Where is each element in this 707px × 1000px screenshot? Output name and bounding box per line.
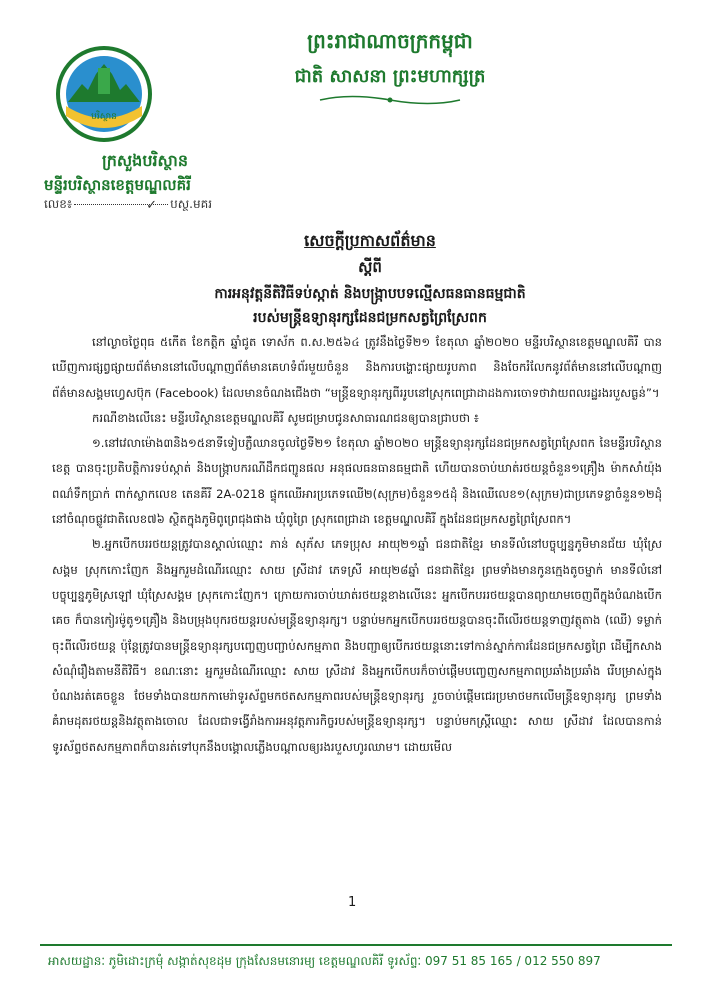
ref-suffix: បស្ថ.មគរ bbox=[170, 197, 213, 211]
ornament-divider bbox=[310, 93, 470, 107]
document-titles bbox=[40, 230, 700, 329]
paragraph-point-2: ២.អ្នកបើកបររថយន្តត្រូវបានស្គាល់ឈ្មោះ ភាន់ សុភ័ស ភេទប្រុស អាយុ២១ឆ្នាំ ជនជាតិខ្មែរ មានទីលំនៅបច្ចុប្បន្នភូមិមានជ័យ ឃុំស្រែសង្គម ស្រុកកោះញែក និងអ្នករួមដំណើរឈ្មោះ សាយ ស្រីដាវ ភេទស្រី អាយុ២៨ឆ្នាំ ជនជាតិខ្មែរ ព្រមទាំងមានកូនក្មេងតូចម្នាក់ មានទីលំនៅបច្ចុប្បន្នភូមិស្រឡៅ ឃុំស្រែសង្គម ស្រុកកោះញែក។ ក្រោយការចាប់ឃាត់រថយន្តខាងលើនេះ អ្នកបើកបររថយន្តបានព្យាយាមចេញពីក្នុងបំណងបើកគេច ក៏បានកៀរម៉ូតូ១គ្រឿង និងបម្រុងបុករថយន្តរបស់មន្ត្រីឧទ្យានុរក្ស។ បន្ទាប់មកអ្នកបើកបររថយន្តបានចុះពីលើរថយន្តទាញវត្ថុតាង (ឈើ) ទម្លាក់ចុះពីលើរថយន្ត ប៉ុន្តែត្រូវបានមន្ត្រីឧទ្យានុរក្សបញ្ចេញបញ្ជាប់សកម្មភាព និងបញ្ជាឲ្យបើករថយន្តនោះទៅកាន់ស្នាក់ការដែនជម្រកសត្វព្រៃ ដើម្បីកសាងសំណុំរឿងតាមនីតិវិធី។ ខណៈនោះ អ្នករួមដំណើរឈ្មោះ សាយ ស្រីដាវ និងអ្នកបើកបរក៏ចាប់ផ្ដើមបញ្ចេញសកម្មភាពប្រឆាំងប្រឆាំង រើបម្រាស់ក្នុងបំណងរត់គេចខ្លួន ថែមទាំងបានយកកាមេរ៉ាទូរស័ព្ទមកថតសកម្មភាពរបស់មន្ត្រីឧទ្យានុរក្ស រួចចាប់ផ្ដើមជេរប្រមាថមកលើមន្ត្រីឧទ្យានុរក្ស ព្រមទាំងគំរាមដុតរថយន្តនិងវត្ថុតាងចោល ដែលជាទង្វើរាំងការអនុវត្តភារកិច្ចរបស់មន្ត្រីឧទ្យានុរក្ស។ បន្ទាប់មកស្ត្រីឈ្មោះ សាយ ស្រីដាវ ដែលបានកាន់ទូរស័ព្ទថតសកម្មភាពក៏បានរត់ទៅបុកនឹងបង្គោលភ្លើងបណ្ដាលឲ្យរងរបួសហូរឈាម។ ដោយមើល bbox=[52, 537, 662, 754]
footer-divider bbox=[40, 944, 672, 946]
subject-line-1: ការអនុវត្តនីតិវិធីទប់ស្កាត់ និងបង្ក្រាបបទល្មើសធនធានធម្មជាតិ bbox=[214, 286, 526, 302]
ministry-logo bbox=[54, 44, 154, 144]
document-body bbox=[52, 330, 662, 760]
ministry-name: ក្រសួងបរិស្ថាន bbox=[102, 151, 189, 170]
department-name: មន្ទីរបរិស្ថានខេត្តមណ្ឌលគិរី bbox=[44, 176, 191, 194]
document-title: សេចក្ដីប្រកាសព័ត៌មាន bbox=[304, 231, 436, 250]
footer-address: អាសយដ្ឋានៈ ភូមិដោះក្រមុំ សង្កាត់សុខដុម ក្រុងសែនមនោរម្យ ខេត្តមណ្ឌលគិរី ទូរស័ព្ទៈ 097 51 85 165 / 012 550 897 bbox=[48, 954, 601, 968]
ref-dots bbox=[74, 198, 168, 213]
reference-number bbox=[44, 196, 212, 214]
checkmark-icon: ✓ bbox=[146, 198, 158, 213]
subject-line-2: របស់មន្ត្រីឧទ្យានុរក្សដែនជម្រកសត្វព្រៃស្រែពក bbox=[253, 310, 487, 326]
national-motto: ជាតិ សាសនា ព្រះមហាក្សត្រ bbox=[294, 66, 486, 87]
document-subtitle: ស្ដីពី bbox=[358, 258, 382, 276]
paragraph-statement: ករណីខាងលើនេះ មន្ទីរបរិស្ថានខេត្តមណ្ឌលគិរី សូមជម្រាបជូនសាធារណជនឲ្យបានជ្រាបថា ៖ bbox=[92, 410, 479, 425]
page-number: 1 bbox=[348, 895, 357, 910]
kingdom-name: ព្រះរាជាណាចក្រកម្ពុជា bbox=[307, 29, 473, 53]
logo-caption: បរិស្ថាន bbox=[91, 112, 117, 122]
paragraph-intro: នៅល្ងាចថ្ងៃពុធ ៥កើត ខែកត្តិក ឆ្នាំជូត ទោស័ក ព.ស.២៥៦៤ ត្រូវនឹងថ្ងៃទី២១ ខែតុលា ឆ្នាំ២០២០ មន្ទីរបរិស្ថានខេត្តមណ្ឌលគិរី បានឃើញការផ្សព្វផ្សាយព័ត៌មាននៅលើបណ្ដាញព័ត៌មានគេហទំព័រមួយចំនួន និងការបង្ហោះផ្សាយរូបភាព និងចែករំលែកនូវព័ត៌មាននៅលើបណ្ដាញព័ត៌មានសង្គមហ្វេសប៊ុក (Facebook) ដែលមានចំណងជើងថា “មន្ត្រីឧទ្យានុរក្សពីររូបនៅស្រុកពេជ្រាដាដងការចោទថាវាយពលរដ្ឋរងរបួសធ្ងន់”។ bbox=[52, 335, 662, 400]
letterhead bbox=[44, 150, 274, 198]
kingdom-header bbox=[240, 28, 540, 107]
paragraph-point-1: ១.នៅវេលាម៉ោង៣និង១៥នាទីទៀបភ្លឺឈានចូលថ្ងៃទី២១ ខែតុលា ឆ្នាំ២០២០ មន្ត្រីឧទ្យានុរក្សដែនជម្រកសត្វព្រៃស្រែពក នៃមន្ទីរបរិស្ថានខេត្ត បានចុះប្រតិបត្តិការទប់ស្កាត់ និងបង្ក្រាបករណីដឹកជញ្ជូនផល អនុផលធនធានធម្មជាតិ ហើយបានចាប់ឃាត់រថយន្តចំនួន១គ្រឿង ម៉ាកសាំយ៉ុង ពណ៌ទឹកប្រាក់ ពាក់ស្លាកលេខ តេនគីរី 2A-0218 ផ្ទុកឈើអារប្រភេទឈើ២(សុក្រម)ចំនួន១៥ដុំ និងឈើលេខ១(សុក្រម)ជាប្រភេទខ្លាចំនួន១២ដុំ នៅចំណុចផ្លូវជាតិលេខ៧៦ ស្ថិតក្នុងភូមិពូព្រេជុងផាង ឃុំពូព្រៃ ស្រុកពេជ្រាដា ខេត្តមណ្ឌលគិរី ក្នុងដែនជម្រកសត្វព្រៃស្រែពក។ bbox=[52, 436, 662, 527]
ref-prefix: លេខ៖ bbox=[44, 197, 73, 211]
